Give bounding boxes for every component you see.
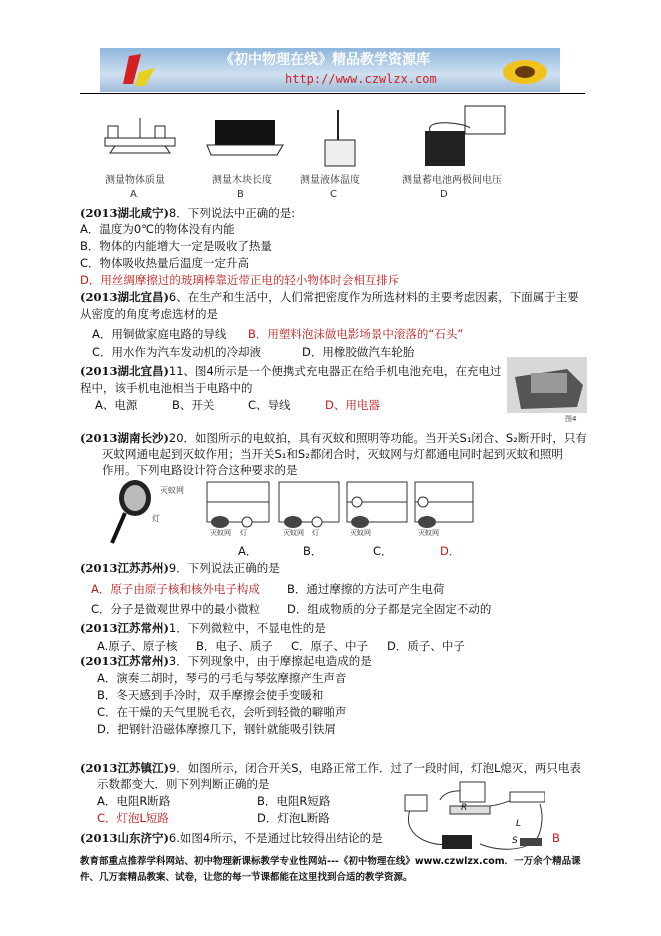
- option-a: A.原子、原子核: [97, 639, 178, 653]
- question-stem: (2013江苏苏州)9．下列说法正确的是: [80, 561, 280, 575]
- circuit-photo-figure: [400, 780, 545, 852]
- question-stem: (2013江苏常州)1．下列微粒中，不显电性的是: [80, 621, 326, 635]
- option-c: C．用水作为汽车发动机的冷却液: [92, 345, 262, 359]
- net-label-c: 灭蚊网: [350, 529, 371, 537]
- lamp-label-a: 灯: [240, 529, 247, 537]
- question-stem-cont: 从密度的角度考虑选材的是: [80, 307, 218, 321]
- racket-lamp-label: 灯: [152, 514, 160, 523]
- figure-label-s: S: [512, 836, 518, 846]
- option-b: B．电阻R短路: [257, 794, 331, 808]
- battery-voltmeter-figure: [415, 103, 515, 168]
- option-a: A、电源: [95, 398, 138, 412]
- option-c-answer: C．灯泡L短路: [97, 811, 169, 825]
- option-b: B．电子、质子: [196, 639, 273, 653]
- net-label-a: 灭蚊网: [210, 529, 231, 537]
- option-d: D．质子、中子: [387, 639, 465, 653]
- option-d: D．组成物质的分子都是完全固定不动的: [287, 602, 492, 616]
- option-a-answer: A．原子由原子核和核外电子构成: [91, 582, 260, 596]
- option-c: C．物体吸收热量后温度一定升高: [80, 256, 250, 270]
- net-label-d: 灭蚊网: [418, 529, 439, 537]
- thermometer-beaker-figure: [320, 105, 370, 170]
- option-c: C、导线: [248, 398, 291, 412]
- question-stem: (2013山东济宁)6.如图4所示，不是通过比较得出结论的是: [80, 831, 383, 845]
- banner-title: 《初中物理在线》精品教学资源库: [220, 52, 430, 68]
- balance-scale-figure: [100, 108, 180, 168]
- question-stem: (2013湖北咸宁)8．下列说法中正确的是:: [80, 206, 296, 220]
- option-b-answer: B．用塑料泡沫做电影场景中滚落的“石头”: [248, 327, 464, 341]
- site-logo-icon: [115, 48, 175, 92]
- sunflower-icon: [500, 52, 550, 92]
- option-d-answer: D、用电器: [325, 398, 380, 412]
- question-stem-cont: 灭蚊网通电起到灭蚊作用；当开关S₁和S₂都闭合时，灭蚊网与灯都通电同时起到灭蚊和照明: [102, 447, 563, 461]
- option-d: D．用橡胶做汽车轮胎: [302, 345, 415, 359]
- footer-line-1: 教育部重点推荐学科网站、初中物理新课标教学专业性网站---《初中物理在线》www.czwlzx.com．一万余个精品课: [80, 856, 581, 867]
- figure-label-r: R: [461, 803, 468, 813]
- figure-caption-b: 测量木块长度: [212, 175, 272, 186]
- circuit-letter-a: A．: [238, 544, 258, 558]
- option-c: C．分子是微观世界中的最小微粒: [91, 602, 261, 616]
- charger-photo: [507, 357, 587, 413]
- banner-url[interactable]: http://www.czwlzx.com: [285, 72, 437, 86]
- option-c: C．原子、中子: [291, 639, 369, 653]
- racket-net-label: 灭蚊网: [160, 486, 184, 495]
- site-banner: [100, 48, 560, 92]
- question-stem: (2013湖南长沙)20．如图所示的电蚊拍，具有灭蚊和照明等功能。当开关S₁闭合、S₂断开时，只有: [80, 431, 587, 445]
- question-stem-cont: 程中，该手机电池相当于电路中的: [80, 381, 253, 395]
- footer-line-2: 件、几万套精品教案、试卷，让您的每一节课都能在这里找到合适的教学资源。: [80, 872, 413, 883]
- question-stem-cont: 示数都变大．则下列判断正确的是: [97, 777, 270, 791]
- figure-caption-c: 测量液体温度: [300, 175, 360, 186]
- option-a: A．演奏二胡时，琴弓的弓毛与琴弦摩擦产生声音: [97, 671, 347, 685]
- option-b: B．冬天感到手冷时，双手摩擦会使手变暖和: [97, 688, 324, 702]
- lamp-label-b: 灯: [312, 529, 319, 537]
- answer-mark: B: [552, 831, 560, 845]
- circuit-letter-b: B．: [303, 544, 323, 558]
- option-b: B．物体的内能增大一定是吸收了热量: [80, 239, 272, 253]
- question-stem: (2013湖北宜昌)6、在生产和生活中，人们常把密度作为所选材料的主要考虑因素，下面属于主要: [80, 290, 579, 304]
- figure-caption-d: 测量蓄电池两极间电压: [402, 175, 502, 186]
- header-divider: [80, 93, 585, 94]
- wood-block-ruler-figure: [205, 115, 285, 165]
- figure-caption-a: 测量物体质量: [105, 175, 165, 186]
- option-a: A．温度为0℃的物体没有内能: [80, 222, 235, 236]
- circuit-options-figure: [205, 478, 545, 548]
- figure-label-l: L: [516, 819, 522, 829]
- net-label-b: 灭蚊网: [283, 529, 304, 537]
- question-stem: (2013湖北宜昌)11、图4所示是一个便携式充电器正在给手机电池充电，在充电过: [80, 364, 502, 378]
- figure-letter-a: A: [130, 189, 137, 200]
- figure-letter-c: C: [330, 189, 337, 200]
- figure-label: 图4: [565, 415, 577, 423]
- figure-letter-d: D: [440, 189, 448, 200]
- circuit-letter-c: C．: [373, 544, 393, 558]
- option-b: B、开关: [172, 398, 215, 412]
- option-c: C．在干燥的天气里脱毛衣，会听到轻微的噼啪声: [97, 705, 347, 719]
- option-b: B．通过摩擦的方法可产生电荷: [287, 582, 445, 596]
- question-stem: (2013江苏镇江)9．如图所示，闭合开关S，电路正常工作．过了一段时间，灯泡L熄灭，两只电表: [80, 761, 581, 775]
- question-stem: (2013江苏常州)3．下列现象中，由于摩擦起电造成的是: [80, 654, 372, 668]
- option-d: D．把钢针沿磁体摩擦几下，钢针就能吸引铁屑: [97, 722, 336, 736]
- option-a: A．用铜做家庭电路的导线: [92, 327, 227, 341]
- question-stem-cont: 作用。下列电路设计符合这种要求的是: [102, 463, 298, 477]
- option-d-answer: D．用丝绸摩擦过的玻璃棒靠近带正电的轻小物体时会相互排斥: [80, 273, 400, 287]
- option-d: D．灯泡L断路: [257, 811, 330, 825]
- circuit-letter-d-answer: D．: [440, 544, 461, 558]
- figure-letter-b: B: [237, 189, 244, 200]
- option-a: A．电阻R断路: [97, 794, 171, 808]
